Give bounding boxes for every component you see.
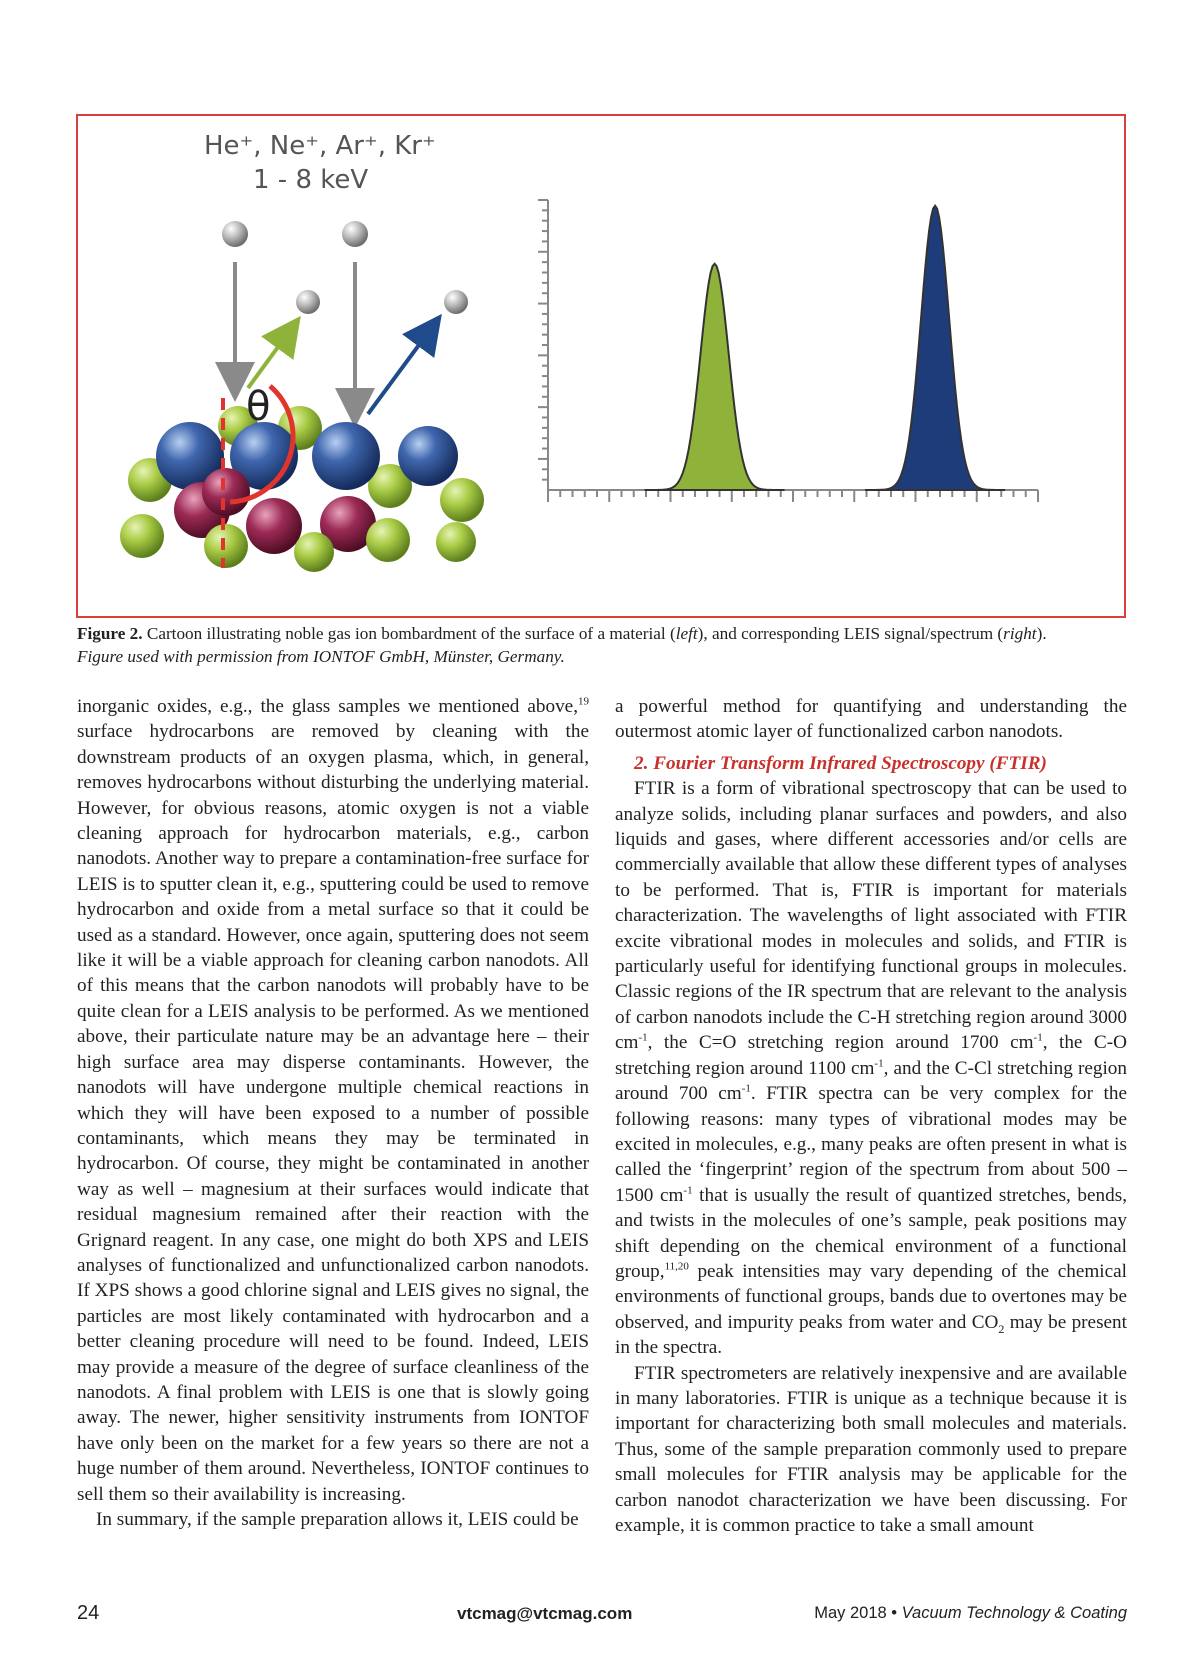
leis-spectrum	[538, 200, 1038, 502]
figure-caption: Figure 2. Cartoon illustrating noble gas ion bombardment of the surface of a material (left), and corresponding LEIS signal/spectrum (right). Figure used with permission from IONTOF GmbH, Münster, Germany.	[77, 622, 1127, 668]
caption-label: Figure 2.	[77, 624, 143, 643]
left-paragraph-1: inorganic oxides, e.g., the glass samples we mentioned above,$^{19}$ surface hydrocarbons are removed by cleaning with the downstream products of an oxygen plasma, which, in general, removes hydrocarbons without disturbing the underlying material. However, for obvious reasons, atomic oxygen is not a viable cleaning approach for hydrocarbon materials, e.g., carbon nanodots. Another way to prepare a contamination-free surface for LEIS is to sputter clean it, e.g., sputtering could be used to remove hydrocarbon and oxide from a metal surface so that it could be used as a standard. However, once again, sputtering does not seem like it will be a viable approach for cleaning carbon nanodots. All of this means that the carbon nanodots will probably have to be quite clean for a LEIS analysis to be performed. As we mentioned above, their particulate nature may be an advantage here – their high surface area may disperse contaminants. However, the nanodots will have undergone multiple chemical reactions in which they will have been exposed to a number of possible contaminants, which means they may be terminated in hydrocarbon. Of course, they might be contaminated in another way as well – magnesium at their surfaces would indicate that residual magnesium remained after their reaction with the Grignard reagent. In any case, one might do both XPS and LEIS analyses of functionalized and unfunctionalized carbon nanodots. If XPS shows a good chlorine signal and LEIS gives no signal, the particles are most likely contaminated with hydrocarbon and a better cleaning procedure will need to be found. Indeed, LEIS may provide a measure of the degree of surface cleanliness of the nanodots. A final problem with LEIS is one that is slowly going away. The newer, higher sensitivity instruments from IONTOF have only been on the market for a few years so there are not a huge number of them around. Nevertheless, IONTOF continues to sell them so their availability is increasing.	[77, 695, 589, 1505]
left-paragraph-2: In summary, if the sample preparation allows it, LEIS could be	[96, 1509, 579, 1530]
scattered-ion-1	[296, 290, 320, 314]
scattered-ion-2	[444, 290, 468, 314]
green-peak	[645, 264, 785, 490]
left-column	[77, 694, 589, 1532]
figure-2	[76, 114, 1126, 618]
scattered-arrow-blue	[368, 330, 430, 414]
scattered-arrow-green	[248, 332, 289, 388]
atom-lattice	[120, 406, 484, 572]
page-number: 24	[77, 1602, 100, 1624]
right-paragraph-2: FTIR is a form of vibrational spectroscopy that can be used to analyze solids, including planar surfaces and powders, and also liquids and gases, where different accessories and/or cells are commercially available that allow these different types of analyses to be performed. That is, FTIR is important for materials characterization. The wavelengths of light associated with FTIR excite vibrational modes in molecules and solids, and FTIR is particularly useful for identifying functional groups in molecules. Classic regions of the IR spectrum that are relevant to the analysis of carbon nanodots include the C-H stretching region around 3000 $cm^{-1}$, the C=O stretching region around 1700 $cm^{-1}$, the C-O stretching region around 1100 $cm^{-1}$, and the C-Cl stretching region around 700 $cm^{-1}$. FTIR spectra can be very complex for the following reasons: many types of vibrational modes may be excited in molecules, e.g., many peaks are often present in what is called the ‘fingerprint’ region of the spectrum from about 500 – 1500 $cm^{-1}$ that is usually the result of quantized stretches, bends, and twists in the molecules of one’s sample, peak positions may shift depending on the chemical environment of a functional group,$^{11,20}$ peak intensities may vary depending of the chemical environments of functional groups, bands due to overtones may be observed, and impurity peaks from water and $CO_2$ may be present in the spectra.	[615, 778, 1127, 1359]
ion-energy-label: 1 - 8 keV	[253, 165, 369, 195]
right-paragraph-3: FTIR spectrometers are relatively inexpensive and are available in many laboratories. FTIR is unique as a technique because it is important for characterizing both small molecules and materials. Thus, some of the sample preparation commonly used to prepare small molecules for FTIR analysis may be applicable for the carbon nanodot characterization we have been discussing. For example, it is common practice to take a small amount	[615, 1362, 1127, 1536]
ion-species-label: He⁺, Ne⁺, Ar⁺, Kr⁺	[204, 131, 436, 161]
incident-ion-1	[222, 221, 248, 247]
caption-credit: Figure used with permission from IONTOF GmbH, Münster, Germany.	[77, 647, 565, 666]
page-footer	[77, 1602, 1127, 1632]
theta-symbol: θ	[246, 384, 271, 430]
section-heading-ftir: 2. Fourier Transform Infrared Spectroscopy (FTIR)	[634, 752, 1047, 774]
footer-email[interactable]: vtcmag@vtcmag.com	[457, 1604, 633, 1623]
blue-peak	[865, 206, 1005, 490]
footer-issue: May 2018 • Vacuum Technology & Coating	[814, 1604, 1127, 1622]
right-column	[615, 694, 1127, 1538]
right-paragraph-1: a powerful method for quantifying and understanding the outermost atomic layer of functionalized carbon nanodots.	[615, 696, 1127, 743]
figure-illustration	[78, 116, 1124, 616]
incident-ion-2	[342, 221, 368, 247]
